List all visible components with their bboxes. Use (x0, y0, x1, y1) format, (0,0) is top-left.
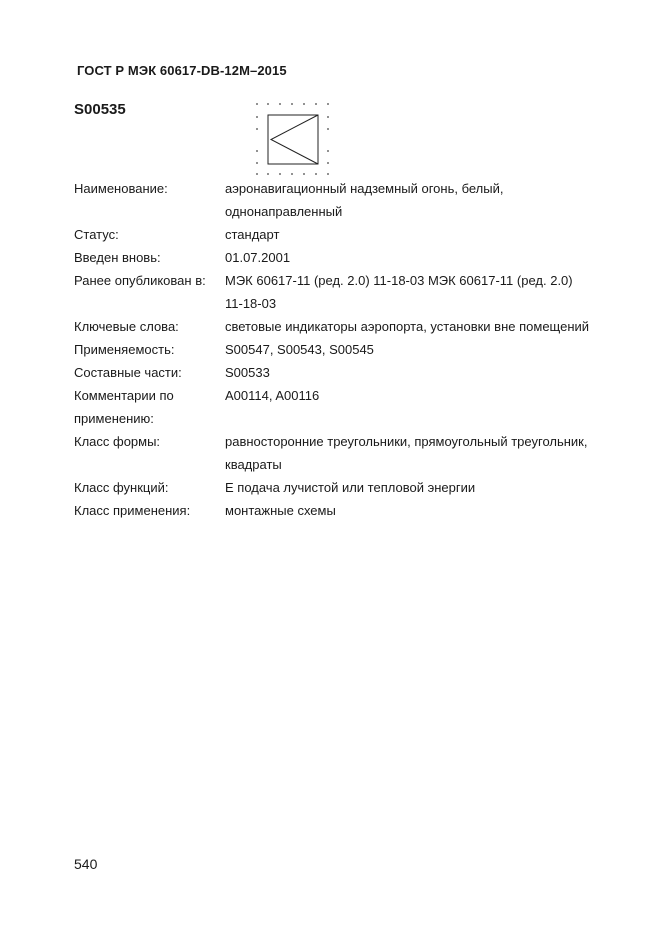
property-row (74, 361, 594, 384)
property-label: Статус: (74, 227, 119, 242)
document-header: ГОСТ Р МЭК 60617-DB-12M–2015 (77, 63, 287, 78)
property-row (74, 315, 594, 338)
property-label: Составные части: (74, 365, 182, 380)
property-row (74, 338, 594, 361)
property-row (74, 499, 594, 522)
property-label: Ключевые слова: (74, 319, 179, 334)
property-row (74, 223, 594, 246)
symbol-graphic (253, 100, 333, 178)
property-label: Класс формы: (74, 434, 161, 449)
property-value: стандарт (225, 227, 280, 242)
property-value: S00547, S00543, S00545 (225, 342, 374, 357)
properties-table (74, 177, 594, 522)
symbol-code: S00535 (74, 101, 126, 118)
property-value: аэронавигационный надземный огонь, белый, однонаправленный (225, 181, 504, 219)
property-value: МЭК 60617-11 (ред. 2.0) 11-18-03 МЭК 60617-11 (ред. 2.0) 11-18-03 (225, 273, 573, 311)
symbol-triangle (271, 115, 318, 164)
property-label: Введен вновь: (74, 250, 161, 265)
property-row (74, 384, 594, 430)
property-value: E подача лучистой или тепловой энергии (225, 480, 476, 495)
property-value: равносторонние треугольники, прямоугольный треугольник, квадраты (225, 434, 588, 472)
property-value: световые индикаторы аэропорта, установки вне помещений (225, 319, 590, 334)
property-value: S00533 (225, 365, 270, 380)
property-value: A00114, A00116 (225, 388, 320, 403)
property-value: 01.07.2001 (225, 250, 291, 265)
property-label: Класс функций: (74, 480, 169, 495)
property-label: Ранее опубликован в: (74, 273, 206, 288)
property-label: Комментарии по применению: (74, 388, 174, 426)
property-row (74, 177, 594, 223)
property-label: Класс применения: (74, 503, 191, 518)
property-value: монтажные схемы (225, 503, 336, 518)
property-row (74, 269, 594, 315)
symbol-square (268, 115, 318, 164)
page-number: 540 (74, 856, 98, 872)
property-row (74, 476, 594, 499)
property-row (74, 430, 594, 476)
property-row (74, 246, 594, 269)
property-label: Применяемость: (74, 342, 175, 357)
property-label: Наименование: (74, 181, 168, 196)
